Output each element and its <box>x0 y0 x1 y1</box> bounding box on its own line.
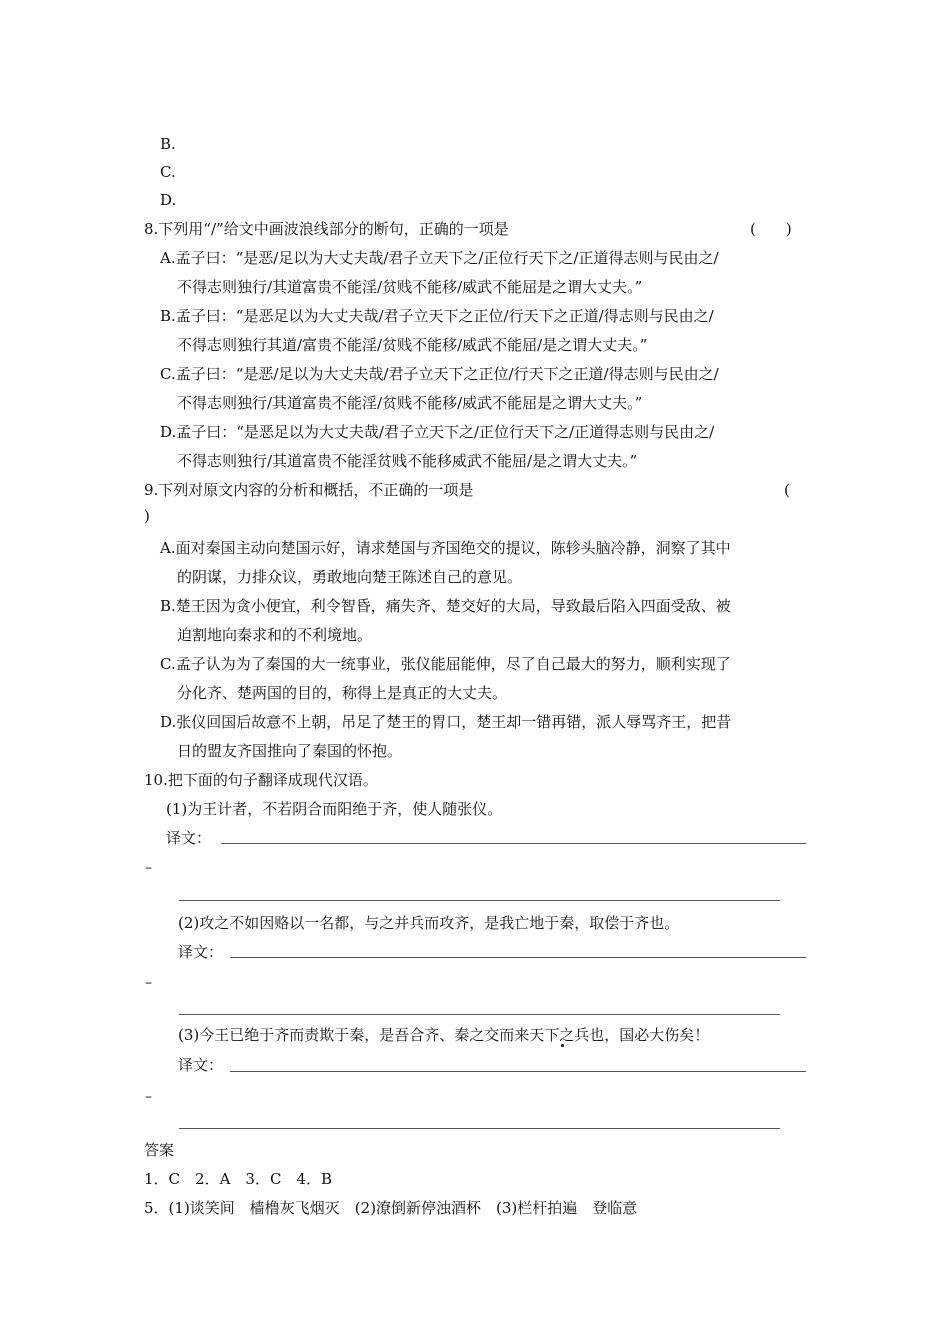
q9-option-a-line1: A.面对秦国主动向楚国示好，请求楚国与齐国绝交的提议，陈轸头脑冷静，洞察了其中 <box>160 539 731 557</box>
q10-translation-label-1: 译文： <box>166 829 212 847</box>
q10-sentence-1: (1)为王计者，不若阴合而阳绝于齐，使人随张仪。 <box>166 800 503 818</box>
q10-translation-label-2: 译文： <box>178 943 224 961</box>
q9-option-c-line2: 分化齐、楚两国的目的，称得上是真正的大丈夫。 <box>177 684 508 702</box>
q7-option-d: D. <box>160 191 177 209</box>
q7-option-b: B. <box>160 135 176 153</box>
q8-option-a-line2: 不得志则独行/其道富贵不能淫/贫贱不能移/威武不能屈是之谓大丈夫。” <box>177 278 643 296</box>
q10-dash-1: – <box>145 860 152 876</box>
q8-option-c-line1: C.孟子曰：“是恶/足以为大丈夫哉/君子立天下之正位/行天下之正道/得志则与民由之/ <box>160 365 719 383</box>
q9-option-c-line1: C.孟子认为为了秦国的大一统事业，张仪能屈能伸，尽了自己最大的努力，顺利实现了 <box>160 655 731 673</box>
q10-sentence-3: (3)今王已绝于齐而责欺于秦，是吾合齐、秦之交而来天下之兵也，国必大伤矣！ <box>178 1026 710 1044</box>
q10-dash-2: – <box>145 975 152 991</box>
q10-stem: 10.把下面的句子翻译成现代汉语。 <box>144 771 378 789</box>
q9-paren-close: ) <box>144 507 150 525</box>
q9-stem: 9.下列对原文内容的分析和概括，不正确的一项是 <box>144 481 474 499</box>
q10-answer-line-2b[interactable] <box>179 1014 780 1015</box>
q9-option-d-line1: D.张仪回国后故意不上朝，吊足了楚王的胃口，楚王却一错再错，派人辱骂齐王，把昔 <box>160 713 732 731</box>
q9-option-a-line2: 的阴谋，力排众议，勇敢地向楚王陈述自己的意见。 <box>177 568 523 586</box>
q10-answer-line-1a[interactable] <box>221 843 806 844</box>
q7-option-c: C. <box>160 163 176 181</box>
q9-option-d-line2: 日的盟友齐国推向了秦国的怀抱。 <box>177 742 403 760</box>
q8-stem: 8.下列用“/”给文中画波浪线部分的断句，正确的一项是 <box>144 220 509 238</box>
q10-answer-line-1b[interactable] <box>179 900 780 901</box>
q10-answer-line-3a[interactable] <box>230 1071 806 1072</box>
q8-answer-paren: ( ) <box>750 220 792 238</box>
emphasis-dot <box>561 1044 564 1047</box>
q10-translation-label-3: 译文： <box>178 1056 224 1074</box>
q10-answer-line-3b[interactable] <box>179 1128 780 1129</box>
q8-option-c-line2: 不得志则独行/其道富贵不能淫/贫贱不能移/威武不能屈是之谓大丈夫。” <box>177 394 643 412</box>
q8-option-b-line1: B.孟子曰：“是恶足以为大丈夫哉/君子立天下之正位/行天下之正道/得志则与民由之/ <box>160 307 714 325</box>
answers-title: 答案 <box>144 1141 175 1159</box>
q10-dash-3: – <box>145 1089 152 1105</box>
answers-line-1: 1．C 2．A 3．C 4．B <box>144 1170 332 1188</box>
answers-line-2: 5．(1)谈笑间 樯橹灰飞烟灭 (2)潦倒新停浊酒杯 (3)栏杆拍遍 登临意 <box>144 1199 638 1217</box>
q8-option-d-line2: 不得志则独行/其道富贵不能淫贫贱不能移威武不能屈/是之谓大丈夫。” <box>177 452 638 470</box>
q10-answer-line-2a[interactable] <box>230 957 806 958</box>
q8-option-a-line1: A.孟子曰：“是恶/足以为大丈夫哉/君子立天下之/正位行天下之/正道得志则与民由之/ <box>160 249 719 267</box>
q8-option-b-line2: 不得志则独行其道/富贵不能淫/贫贱不能移/威武不能屈/是之谓大丈夫。” <box>177 336 648 354</box>
q9-paren-open: ( <box>784 481 790 499</box>
q9-option-b-line2: 迫割地向秦求和的不利境地。 <box>177 626 373 644</box>
q8-option-d-line1: D.孟子曰：“是恶足以为大丈夫哉/君子立天下之/正位行天下之/正道得志则与民由之/ <box>160 423 715 441</box>
q9-option-b-line1: B.楚王因为贪小便宜，利令智昏，痛失齐、楚交好的大局，导致最后陷入四面受敌、被 <box>160 597 731 615</box>
q10-sentence-2: (2)攻之不如因赂以一名都，与之并兵而攻齐，是我亡地于秦，取偿于齐也。 <box>178 914 680 932</box>
